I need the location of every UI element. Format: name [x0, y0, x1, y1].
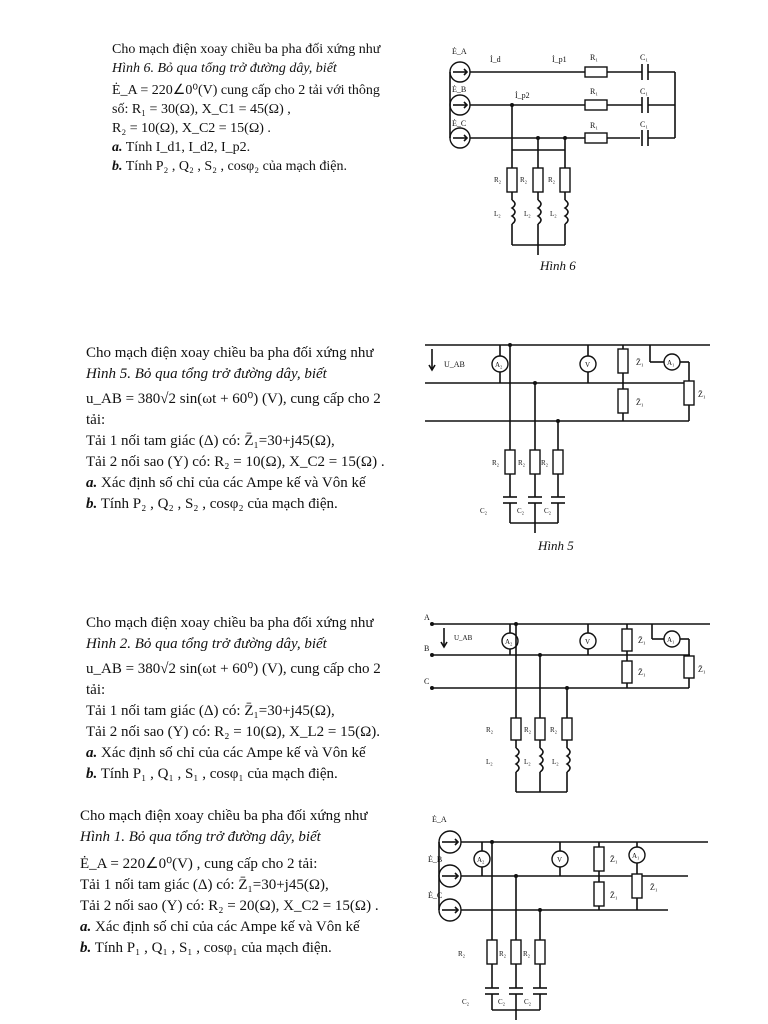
label-z1: Z̄₁	[636, 398, 644, 407]
source-c-icon	[450, 128, 470, 148]
source-a-icon	[450, 62, 470, 82]
text-line: Cho mạch điện xoay chiều ba pha đối xứng như	[112, 42, 381, 57]
task-marker: a.	[80, 919, 92, 935]
capacitor-icon	[528, 497, 542, 503]
problem-text	[80, 806, 410, 959]
label-r1: R₁	[590, 53, 599, 62]
capacitor-icon	[533, 988, 547, 994]
circuit-diagram-hinh5	[420, 335, 710, 560]
label-z1: Z̄₁	[638, 636, 646, 645]
label-a2: A₂	[505, 638, 513, 646]
capacitor-icon	[642, 130, 648, 146]
resistor-icon	[560, 168, 570, 192]
task-marker: b.	[112, 159, 123, 174]
label-r1: R₁	[590, 87, 599, 96]
source-c-icon	[439, 899, 461, 921]
label-ip2: İ_p2	[515, 91, 530, 100]
label-z1: Z̄₁	[638, 668, 646, 677]
label-uab: U_AB	[454, 634, 473, 642]
text-line: b. Tính P₁ , Q₁ , S₁ , cosφ₁ của mạch điện.	[80, 940, 332, 956]
impedance-icon	[594, 882, 604, 906]
inductor-icon	[540, 748, 543, 772]
label-a1: A₁	[667, 636, 675, 644]
label-z1: Z̄₁	[698, 390, 706, 399]
label-line-c: C	[424, 677, 430, 686]
circuit-diagram-hinh1	[418, 808, 710, 1023]
text-line: Hình 5. Bỏ qua tổng trở đường dây, biết	[86, 366, 327, 382]
label-r2: R₂	[548, 176, 556, 184]
text-line: a. Xác định số chỉ của các Ampe kế và Vôn kế	[80, 919, 360, 935]
inductor-icon	[512, 200, 515, 224]
label-a2: A₂	[477, 856, 485, 864]
label-l2: L₂	[486, 758, 493, 766]
capacitor-icon	[642, 97, 648, 113]
impedance-icon	[594, 847, 604, 871]
label-ea: Ė_A	[452, 47, 467, 56]
task-marker: b.	[86, 496, 98, 512]
label-z1: Z̄₁	[610, 855, 618, 864]
problem-hinh1	[0, 800, 768, 1024]
resistor-icon	[511, 718, 521, 740]
text-line: Cho mạch điện xoay chiều ba pha đối xứng như	[86, 345, 374, 361]
source-b-icon	[439, 865, 461, 887]
resistor-icon	[585, 100, 607, 110]
label-c2: C₂	[462, 998, 470, 1006]
text-line: a. Xác định số chỉ của các Ampe kế và Vôn kế	[86, 745, 366, 761]
label-c2: C₂	[480, 507, 488, 515]
text-line: Cho mạch điện xoay chiều ba pha đối xứng như	[86, 615, 374, 631]
resistor-icon	[585, 67, 607, 77]
label-v: V	[585, 361, 591, 369]
text-line: a. Tính I_d1, I_d2, I_p2.	[112, 140, 251, 155]
label-a1: A₁	[632, 852, 640, 860]
text-line: R₂ = 10(Ω), X_C2 = 15(Ω) .	[112, 121, 271, 136]
inductor-icon	[538, 200, 541, 224]
label-c2: C₂	[524, 998, 532, 1006]
label-line-b: B	[424, 644, 430, 653]
label-c2: C₂	[517, 507, 525, 515]
resistor-icon	[533, 168, 543, 192]
resistor-icon	[535, 718, 545, 740]
impedance-icon	[684, 381, 694, 405]
text-line: Tải 2 nối sao (Y) có: R₂ = 10(Ω), X_L2 = 15(Ω).	[86, 724, 380, 740]
text-line: a. Xác định số chỉ của các Ampe kế và Vôn kế	[86, 475, 366, 491]
capacitor-icon	[509, 988, 523, 994]
text-line: Hình 2. Bỏ qua tổng trở đường dây, biết	[86, 636, 327, 652]
label-c2: C₂	[498, 998, 506, 1006]
text-line: u_AB = 380√2 sin(ωt + 60⁰) (V), cung cấp cho 2	[86, 661, 381, 677]
task-marker: b.	[86, 766, 98, 782]
label-r2: R₂	[518, 459, 526, 467]
text-line: u_AB = 380√2 sin(ωt + 60⁰) (V), cung cấp cho 2	[86, 391, 381, 407]
capacitor-icon	[642, 64, 648, 80]
resistor-icon	[562, 718, 572, 740]
task-marker: b.	[80, 940, 92, 956]
problem-hinh5	[0, 335, 768, 565]
problem-hinh6	[0, 0, 768, 280]
problem-text	[86, 343, 416, 515]
label-z1: Z̄₁	[698, 665, 706, 674]
problem-hinh2	[0, 605, 768, 795]
capacitor-icon	[551, 497, 565, 503]
resistor-icon	[585, 133, 607, 143]
text-line: b. Tính P₂ , Q₂ , S₂ , cosφ₂ của mạch điện.	[86, 496, 338, 512]
resistor-icon	[553, 450, 563, 474]
resistor-icon	[530, 450, 540, 474]
label-z1: Z̄₁	[636, 358, 644, 367]
label-eb: Ė_B	[452, 85, 467, 94]
label-c1: C₁	[640, 53, 649, 62]
label-r2: R₂	[492, 459, 500, 467]
text-line: Hình 1. Bỏ qua tổng trở đường dây, biết	[80, 829, 321, 845]
text-line: Tải 1 nối tam giác (Δ) có: Z̄₁=30+j45(Ω),	[86, 433, 335, 449]
impedance-icon	[618, 349, 628, 373]
circuit-diagram-hinh2	[422, 610, 710, 800]
label-id: İ_d	[490, 55, 501, 64]
problem-text	[112, 40, 442, 176]
text-line: Ė_A = 220∠0⁰(V) cung cấp cho 2 tải với thông	[112, 83, 380, 98]
label-l2: L₂	[494, 210, 501, 218]
label-eb: Ė_B	[428, 855, 443, 864]
resistor-icon	[511, 940, 521, 964]
label-l2: L₂	[550, 210, 557, 218]
problem-text	[86, 613, 416, 785]
label-r2: R₂	[494, 176, 502, 184]
label-l2: L₂	[552, 758, 559, 766]
label-r2: R₂	[550, 726, 558, 734]
impedance-icon	[618, 389, 628, 413]
impedance-icon	[622, 629, 632, 651]
label-v: V	[557, 856, 563, 864]
task-marker: a.	[86, 475, 98, 491]
label-r2: R₂	[486, 726, 494, 734]
label-r2: R₂	[458, 950, 466, 958]
resistor-icon	[507, 168, 517, 192]
text-line: b. Tính P₂ , Q₂ , S₂ , cosφ₂ của mạch điện.	[112, 159, 347, 174]
circuit-diagram-hinh6	[440, 40, 710, 275]
label-r1: R₁	[590, 121, 599, 130]
label-uab: U_AB	[444, 360, 465, 369]
capacitor-icon	[503, 497, 517, 503]
label-ip1: İ_p1	[552, 55, 567, 64]
inductor-icon	[516, 748, 519, 772]
label-a2: A₂	[495, 361, 503, 369]
label-line-a: A	[424, 613, 430, 622]
task-marker: a.	[86, 745, 98, 761]
text-line: Tải 1 nối tam giác (Δ) có: Z̄₁=30+j45(Ω),	[80, 877, 329, 893]
label-z1: Z̄₁	[650, 883, 658, 892]
label-ec: Ė_C	[428, 891, 443, 900]
label-c1: C₁	[640, 120, 649, 129]
label-l2: L₂	[524, 210, 531, 218]
text-line: tải:	[86, 682, 106, 698]
label-r2: R₂	[541, 459, 549, 467]
text-line: Tải 1 nối tam giác (Δ) có: Z̄₁=30+j45(Ω),	[86, 703, 335, 719]
label-r2: R₂	[520, 176, 528, 184]
impedance-icon	[684, 656, 694, 678]
resistor-icon	[535, 940, 545, 964]
capacitor-icon	[485, 988, 499, 994]
figure-caption: Hình 5	[538, 538, 574, 553]
label-r2: R₂	[523, 950, 531, 958]
impedance-icon	[622, 661, 632, 683]
label-a1: A₁	[667, 359, 675, 367]
text-line: Hình 6. Bỏ qua tổng trở đường dây, biết	[112, 61, 337, 76]
text-line: Ė_A = 220∠0⁰(V) , cung cấp cho 2 tải:	[80, 856, 318, 872]
text-line: tải:	[86, 412, 106, 428]
label-ec: Ė_C	[452, 119, 467, 128]
impedance-icon	[632, 874, 642, 898]
label-z1: Z̄₁	[610, 891, 618, 900]
label-l2: L₂	[524, 758, 531, 766]
label-c1: C₁	[640, 87, 649, 96]
text-line: Cho mạch điện xoay chiều ba pha đối xứng như	[80, 808, 368, 824]
task-marker: a.	[112, 140, 123, 155]
text-line: Tải 2 nối sao (Y) có: R₂ = 20(Ω), X_C2 = 15(Ω) .	[80, 898, 379, 914]
inductor-icon	[567, 748, 570, 772]
source-a-icon	[439, 831, 461, 853]
label-r2: R₂	[499, 950, 507, 958]
resistor-icon	[505, 450, 515, 474]
figure-caption: Hình 6	[540, 258, 576, 273]
text-line: b. Tính P₁ , Q₁ , S₁ , cosφ₁ của mạch điện.	[86, 766, 338, 782]
label-c2: C₂	[544, 507, 552, 515]
label-ea: Ė_A	[432, 815, 447, 824]
source-b-icon	[450, 95, 470, 115]
inductor-icon	[565, 200, 568, 224]
resistor-icon	[487, 940, 497, 964]
text-line: số: R₁ = 30(Ω), X_C1 = 45(Ω) ,	[112, 102, 291, 117]
text-line: Tải 2 nối sao (Y) có: R₂ = 10(Ω), X_C2 = 15(Ω) .	[86, 454, 385, 470]
label-r2: R₂	[524, 726, 532, 734]
label-v: V	[585, 638, 591, 646]
